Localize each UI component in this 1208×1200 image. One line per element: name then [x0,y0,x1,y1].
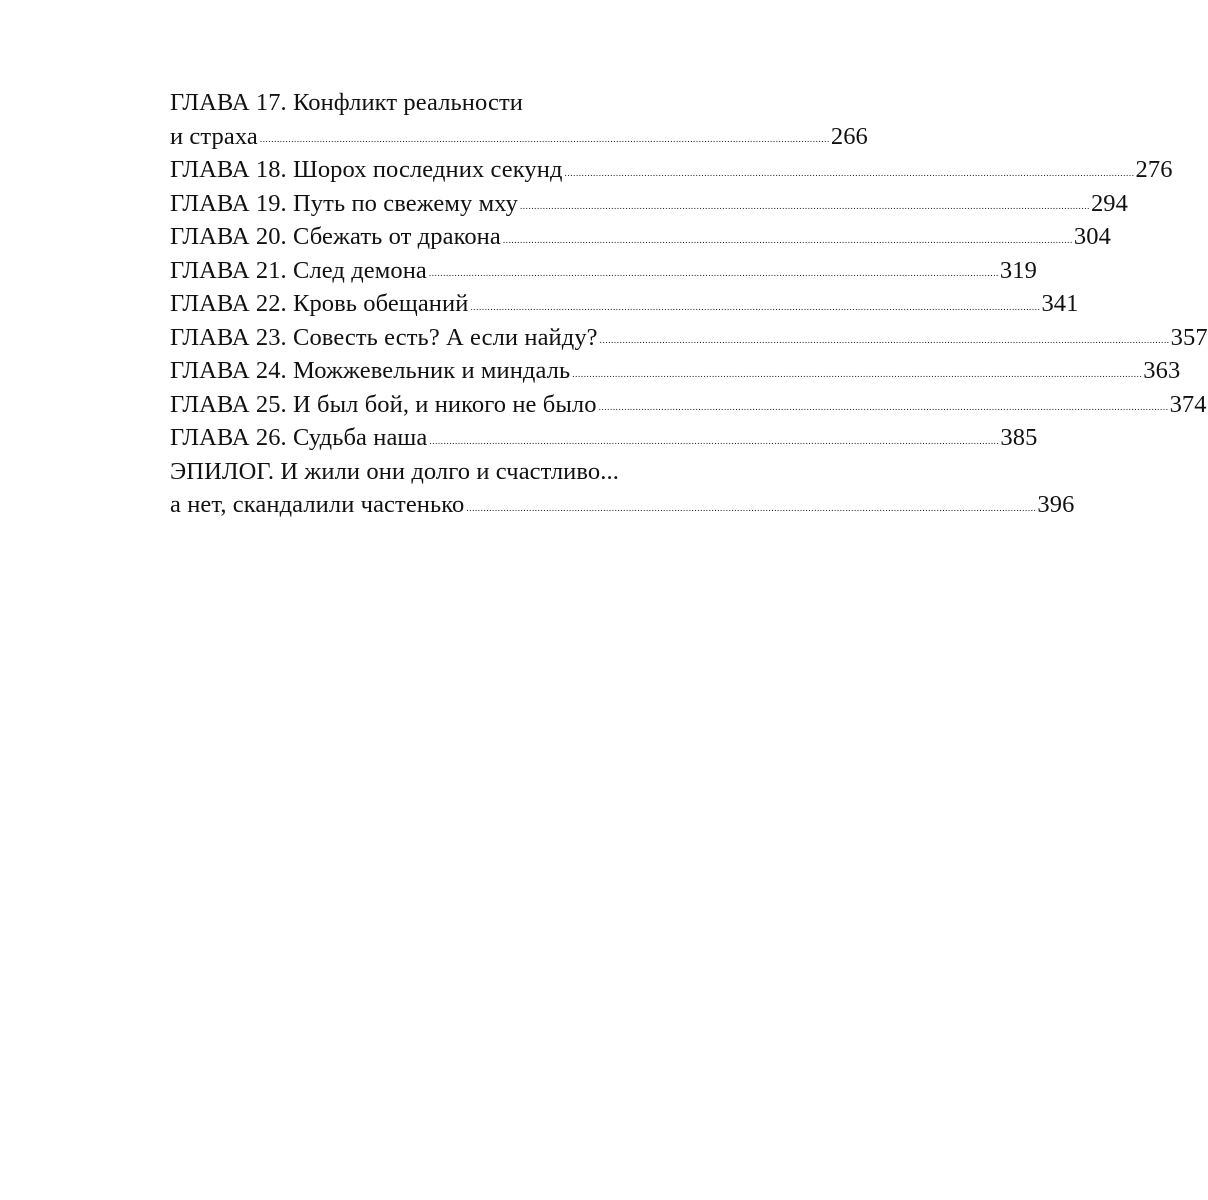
toc-page-number: 363 [1143,357,1181,384]
toc-page-number: 294 [1090,189,1128,217]
toc-entry-chapter-19 [170,187,1128,221]
toc-page-number: 276 [1135,156,1173,183]
toc-entry-epilogue [170,455,1075,522]
toc-page-number: 266 [830,122,868,150]
dot-leader: ........................................................................................................................................................................................................ [428,268,999,278]
toc-entry-title: а нет, скандалили частенько [170,491,465,518]
toc-entry-chapter-21 [170,254,1037,288]
toc-entry-title: ГЛАВА 19. Путь по свежему мху [170,189,518,217]
dot-leader: ........................................................................................................................................................................................................ [466,502,1037,513]
dot-leader: ........................................................................................................................................................................................................ [598,402,1169,412]
toc-entry-chapter-22 [170,287,1079,321]
toc-entry-title: ГЛАВА 22. Кровь обещаний [170,290,469,317]
toc-entry-chapter-17 [170,86,868,153]
toc-line [170,488,1075,522]
table-of-contents [170,86,1208,522]
toc-entry-chapter-23 [170,321,1208,355]
toc-line [170,421,1038,455]
dot-leader: ........................................................................................................................................................................................................ [519,201,1090,211]
toc-page-number: 304 [1073,223,1111,250]
dot-leader: ........................................................................................................................................................................................................ [572,368,1143,379]
toc-line [170,254,1037,288]
toc-line [170,455,688,489]
toc-page-number: 341 [1041,290,1079,317]
dot-leader: ........................................................................................................................................................................................................ [470,301,1041,312]
dot-leader: ........................................................................................................................................................................................................ [259,134,830,144]
toc-entry-chapter-24 [170,354,1181,388]
toc-entry-chapter-20 [170,220,1111,254]
toc-page-number: 374 [1169,390,1207,418]
toc-line [170,388,1207,422]
toc-entry-title: ЭПИЛОГ. И жили они долго и счастливо... [170,457,619,485]
toc-line [170,321,1208,355]
toc-entry-title: ГЛАВА 23. Совесть есть? А если найду? [170,323,598,351]
dot-leader: ........................................................................................................................................................................................................ [564,167,1135,178]
toc-entry-chapter-26 [170,421,1038,455]
toc-line [170,86,688,120]
toc-line [170,220,1111,254]
dot-leader: ........................................................................................................................................................................................................ [502,234,1073,245]
toc-entry-title: ГЛАВА 18. Шорох последних секунд [170,156,563,183]
toc-page-number: 396 [1037,491,1075,518]
toc-page-number: 385 [1000,424,1038,451]
toc-entry-chapter-18 [170,153,1173,187]
toc-line [170,354,1181,388]
toc-entry-title: ГЛАВА 25. И был бой, и никого не было [170,390,597,418]
toc-line [170,153,1173,187]
toc-entry-chapter-25 [170,388,1207,422]
toc-entry-title: ГЛАВА 24. Можжевельник и миндаль [170,357,571,384]
toc-page-number: 357 [1170,323,1208,351]
dot-leader: ........................................................................................................................................................................................................ [599,335,1170,345]
toc-entry-title: ГЛАВА 20. Сбежать от дракона [170,223,501,250]
toc-entry-title: ГЛАВА 21. След демона [170,256,427,284]
toc-page-number: 319 [999,256,1037,284]
dot-leader: ........................................................................................................................................................................................................ [429,435,1000,446]
toc-entry-title: ГЛАВА 26. Судьба наша [170,424,428,451]
toc-line [170,120,868,154]
toc-line [170,187,1128,221]
toc-entry-title: и страха [170,122,258,150]
toc-entry-title: ГЛАВА 17. Конфликт реальности [170,89,523,116]
toc-line [170,287,1079,321]
